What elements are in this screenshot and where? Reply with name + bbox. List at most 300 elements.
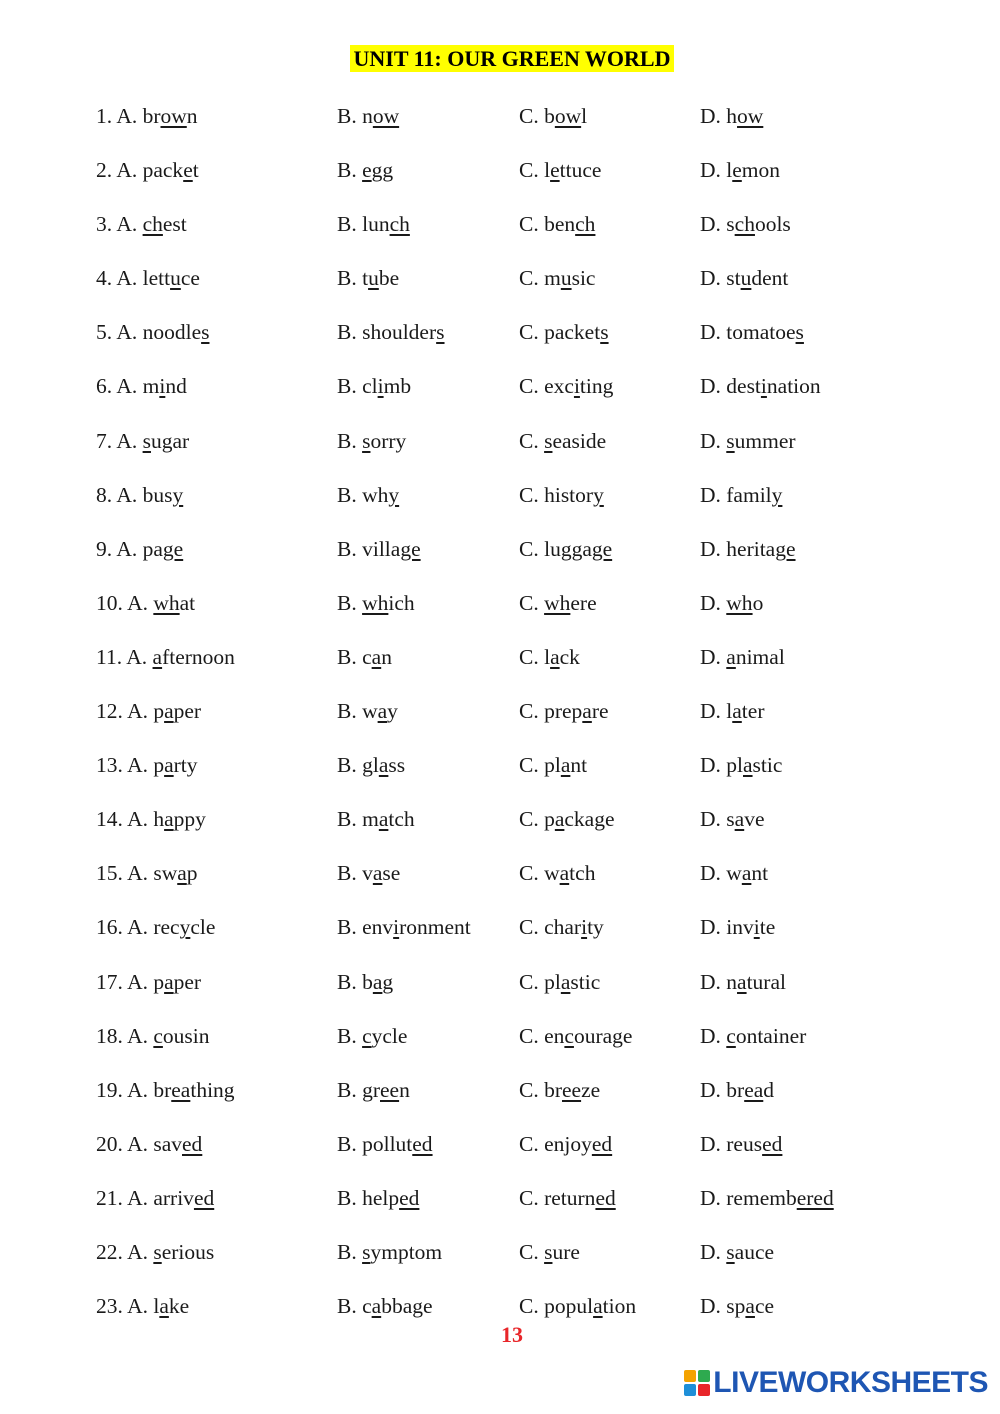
option-text: D. rememb	[700, 1185, 797, 1210]
underlined-sound: u	[170, 266, 181, 291]
option-d	[700, 699, 764, 724]
option-text: o	[752, 590, 764, 615]
option-text: per	[173, 969, 202, 994]
option-text: D. l	[700, 158, 733, 183]
question-row	[0, 1018, 1000, 1072]
underlined-sound: a	[737, 969, 747, 994]
option-c	[519, 807, 615, 832]
option-c	[519, 158, 601, 183]
underlined-sound: ed	[182, 1131, 203, 1156]
option-d	[700, 429, 796, 454]
option-c	[519, 1186, 616, 1211]
underlined-sound: ed	[193, 1185, 215, 1210]
underlined-sound: a	[177, 861, 187, 886]
underlined-sound: e	[550, 158, 560, 183]
option-text: 7. A.	[96, 428, 143, 453]
underlined-sound: ow	[737, 104, 764, 128]
option-text: 6. A. m	[96, 374, 160, 399]
option-text: D. h	[700, 104, 738, 128]
underlined-sound: a	[371, 644, 382, 669]
option-text: B. c	[337, 644, 372, 669]
option-text: 21. A. arriv	[96, 1185, 194, 1210]
option-c	[519, 104, 587, 129]
option-text: D. br	[700, 1077, 745, 1102]
option-text: per	[173, 699, 202, 724]
option-text: D.	[700, 590, 727, 615]
option-text: D. dest	[700, 374, 761, 399]
underlined-sound: e	[183, 158, 193, 183]
option-c	[519, 429, 606, 454]
option-text: ymptom	[370, 1239, 443, 1264]
underlined-sound: ed	[762, 1131, 783, 1156]
option-c	[519, 591, 597, 616]
option-d	[700, 1294, 774, 1319]
underlined-sound: s	[600, 320, 609, 345]
option-text: orry	[370, 428, 407, 453]
option-b	[337, 1078, 410, 1103]
question-row	[0, 1180, 1000, 1234]
option-a	[96, 807, 206, 832]
page-number: 13	[501, 1322, 523, 1347]
underlined-sound: ch	[142, 212, 163, 237]
option-text: 5. A. noodle	[96, 320, 202, 345]
underlined-sound: ed	[595, 1185, 616, 1210]
option-d	[700, 483, 782, 508]
option-text: nimal	[735, 644, 785, 669]
underlined-sound: a	[164, 699, 174, 724]
option-text: 16. A. rec	[96, 915, 180, 940]
option-text: be	[378, 266, 400, 291]
option-text: C. packet	[519, 320, 601, 345]
option-text: D. sp	[700, 1294, 746, 1319]
option-text: D.	[700, 1239, 727, 1264]
option-c	[519, 212, 595, 237]
option-text: D. w	[700, 861, 742, 886]
option-c	[519, 753, 587, 778]
option-text: B.	[337, 1023, 363, 1048]
option-text: tch	[569, 861, 596, 886]
option-text: D. s	[700, 212, 735, 237]
option-text: 20. A. sav	[96, 1131, 182, 1156]
option-d	[700, 591, 763, 616]
option-text: D. famil	[700, 482, 772, 507]
option-b	[337, 429, 406, 454]
title-text: UNIT 11: OUR GREEN WORLD	[350, 45, 673, 72]
option-text: ve	[744, 807, 765, 832]
option-text: n	[381, 644, 392, 669]
option-a	[96, 104, 198, 129]
question-row	[0, 639, 1000, 693]
worksheet-title	[0, 46, 1000, 72]
option-a	[96, 1240, 214, 1265]
option-text: B.	[337, 590, 363, 615]
option-c	[519, 483, 604, 508]
underlined-sound: ch	[734, 212, 755, 237]
option-text: C. exc	[519, 374, 574, 399]
option-text: thing	[190, 1077, 235, 1102]
option-text: C. b	[519, 104, 555, 128]
option-b	[337, 1240, 442, 1265]
underlined-sound: y	[179, 915, 191, 940]
underlined-sound: u	[560, 266, 572, 291]
question-row	[0, 964, 1000, 1018]
option-text: C. en	[519, 1023, 565, 1048]
option-c	[519, 374, 613, 399]
option-text: ycle	[371, 1023, 408, 1048]
option-text: D.	[700, 428, 727, 453]
option-d	[700, 1132, 782, 1157]
option-text: rty	[173, 753, 198, 778]
underlined-sound: a	[582, 699, 592, 724]
option-text: ke	[168, 1294, 190, 1319]
question-row	[0, 98, 1000, 152]
option-text: B. gl	[337, 753, 379, 778]
option-text: ppy	[173, 807, 206, 832]
option-text: B. env	[337, 915, 394, 940]
option-b	[337, 753, 405, 778]
option-text: C. return	[519, 1185, 596, 1210]
underlined-sound: e	[362, 158, 372, 183]
option-b	[337, 1186, 419, 1211]
option-text: B.	[337, 1239, 363, 1264]
option-b	[337, 1294, 433, 1319]
underlined-sound: a	[560, 753, 571, 778]
underlined-sound: c	[362, 1023, 372, 1048]
option-a	[96, 483, 183, 508]
underlined-sound: i	[573, 374, 580, 399]
option-text: 11. A.	[96, 644, 153, 669]
option-a	[96, 1132, 202, 1157]
underlined-sound: a	[378, 753, 389, 778]
option-text: C. histor	[519, 482, 594, 507]
option-d	[700, 212, 791, 237]
option-text: C. enjoy	[519, 1131, 592, 1156]
underlined-sound: u	[368, 266, 379, 291]
option-a	[96, 1024, 209, 1049]
underlined-sound: ch	[389, 212, 410, 237]
option-c	[519, 1078, 600, 1103]
option-text: mb	[383, 374, 412, 399]
underlined-sound: i	[581, 915, 588, 940]
underlined-sound: c	[564, 1023, 574, 1048]
underlined-sound: a	[745, 1294, 755, 1319]
option-text: B. pollut	[337, 1131, 413, 1156]
question-row	[0, 152, 1000, 206]
option-c	[519, 1240, 580, 1265]
option-text: B. w	[337, 699, 378, 724]
underlined-sound: a	[593, 1294, 603, 1319]
option-text: ummer	[734, 428, 796, 453]
option-d	[700, 970, 786, 995]
option-d	[700, 266, 788, 291]
option-d	[700, 158, 780, 183]
question-row	[0, 423, 1000, 477]
underlined-sound: ge	[775, 536, 796, 561]
option-text: est	[162, 212, 187, 237]
option-text: C. pl	[519, 753, 561, 778]
underlined-sound: y	[388, 482, 400, 507]
option-text: B. shoulder	[337, 320, 437, 345]
option-text: D. pl	[700, 753, 743, 778]
option-text: B. n	[337, 104, 373, 128]
option-text: ourage	[573, 1023, 633, 1048]
option-a	[96, 320, 209, 345]
option-text: 8. A. bus	[96, 482, 173, 507]
liveworksheets-icon	[684, 1370, 710, 1396]
option-text: B. villa	[337, 536, 401, 561]
underlined-sound: s	[201, 320, 210, 345]
underlined-sound: a	[159, 1294, 169, 1319]
option-text: 12. A. p	[96, 699, 165, 724]
option-text: 17. A. p	[96, 969, 165, 994]
option-text: C. prep	[519, 699, 583, 724]
option-b	[337, 483, 399, 508]
option-text: C. l	[519, 158, 551, 183]
option-text: y	[387, 699, 398, 724]
option-text: B. cl	[337, 374, 378, 399]
option-text: C. char	[519, 915, 582, 940]
option-text: 1. A. br	[96, 104, 161, 128]
option-text: erious	[161, 1239, 215, 1264]
underlined-sound: ea	[171, 1077, 191, 1102]
option-text: B. v	[337, 861, 373, 886]
option-text: B. wh	[337, 482, 389, 507]
option-text: D. inv	[700, 915, 754, 940]
question-row	[0, 1072, 1000, 1126]
option-text: B. m	[337, 807, 379, 832]
option-a	[96, 1186, 214, 1211]
option-text: ugar	[150, 428, 190, 453]
option-b	[337, 915, 471, 940]
option-text: D. s	[700, 807, 735, 832]
option-text: fternoon	[162, 644, 235, 669]
question-row	[0, 314, 1000, 368]
option-d	[700, 861, 768, 886]
option-text: ce	[754, 1294, 775, 1319]
underlined-sound: ow	[554, 104, 582, 128]
option-d	[700, 753, 782, 778]
option-text: gg	[371, 158, 394, 183]
question-row	[0, 909, 1000, 963]
option-text: C.	[519, 590, 545, 615]
question-row	[0, 260, 1000, 314]
option-b	[337, 212, 410, 237]
option-text: p	[186, 861, 198, 886]
option-text: ckage	[564, 807, 615, 832]
option-text: D. l	[700, 699, 733, 724]
underlined-sound: a	[741, 861, 752, 886]
option-a	[96, 212, 187, 237]
option-d	[700, 104, 763, 129]
option-text: tch	[388, 807, 415, 832]
option-a	[96, 1294, 189, 1319]
option-text: ools	[754, 212, 791, 237]
underlined-sound: y	[593, 482, 604, 507]
option-c	[519, 537, 612, 562]
underlined-sound: i	[760, 374, 767, 399]
option-c	[519, 1294, 636, 1319]
question-row	[0, 855, 1000, 909]
option-a	[96, 753, 198, 778]
option-text: stic	[752, 753, 783, 778]
option-text: ttuce	[559, 158, 602, 183]
option-d	[700, 320, 804, 345]
underlined-sound: ea	[744, 1077, 764, 1102]
underlined-sound: i	[377, 374, 384, 399]
underlined-sound: c	[153, 1023, 163, 1048]
option-text: bbage	[381, 1294, 433, 1319]
underlined-sound: ge	[162, 536, 184, 561]
question-row	[0, 1234, 1000, 1288]
underlined-sound: i	[393, 915, 400, 940]
option-text: 3. A.	[96, 212, 143, 237]
question-row	[0, 693, 1000, 747]
underlined-sound: a	[164, 807, 174, 832]
option-a	[96, 158, 199, 183]
option-text: 13. A. p	[96, 753, 165, 778]
option-text: mon	[741, 158, 781, 183]
option-text: 2. A. pack	[96, 158, 184, 183]
option-a	[96, 915, 215, 940]
option-c	[519, 1024, 632, 1049]
option-d	[700, 1078, 774, 1103]
option-b	[337, 699, 398, 724]
question-row	[0, 747, 1000, 801]
option-text: C. l	[519, 644, 551, 669]
underlined-sound: a	[371, 1294, 382, 1319]
option-text: nation	[766, 374, 821, 399]
option-text: D.	[700, 1023, 727, 1048]
underlined-sound: y	[172, 482, 184, 507]
option-d	[700, 1024, 806, 1049]
option-text: tion	[602, 1294, 637, 1319]
option-text: at	[179, 590, 196, 615]
underlined-sound: ee	[380, 1077, 400, 1102]
underlined-sound: a	[372, 861, 383, 886]
option-text: B. t	[337, 266, 369, 291]
option-text: 9. A. pa	[96, 536, 163, 561]
underlined-sound: c	[726, 1023, 736, 1048]
option-text: ere	[570, 590, 597, 615]
option-c	[519, 1132, 612, 1157]
option-text: ck	[559, 644, 580, 669]
option-text: 23. A. l	[96, 1294, 160, 1319]
option-text: C. popul	[519, 1294, 594, 1319]
option-text: l	[581, 104, 588, 128]
option-text: ure	[552, 1239, 580, 1264]
underlined-sound: ow	[372, 104, 400, 128]
option-text: 14. A. h	[96, 807, 165, 832]
option-c	[519, 861, 595, 886]
option-text: 22. A.	[96, 1239, 154, 1264]
underlined-sound: ch	[575, 212, 596, 237]
option-text: B.	[337, 158, 363, 183]
option-text: ty	[587, 915, 604, 940]
option-b	[337, 970, 393, 995]
option-b	[337, 591, 415, 616]
option-text: B. lun	[337, 212, 390, 237]
option-text: C. m	[519, 266, 561, 291]
option-text: ss	[388, 753, 406, 778]
option-text: tural	[746, 969, 786, 994]
option-a	[96, 429, 189, 454]
underlined-sound: a	[372, 969, 383, 994]
option-text: nt	[751, 861, 769, 886]
option-b	[337, 104, 399, 129]
underlined-sound: ow	[160, 104, 187, 128]
option-text: 10. A.	[96, 590, 154, 615]
option-text: D. st	[700, 266, 741, 291]
underlined-sound: wh	[153, 590, 180, 615]
option-text: ousin	[162, 1023, 210, 1048]
underlined-sound: ee	[562, 1077, 582, 1102]
option-c	[519, 699, 609, 724]
option-text: stic	[570, 969, 601, 994]
underlined-sound: ge	[400, 536, 421, 561]
option-text: ze	[581, 1077, 601, 1102]
option-text: n	[186, 104, 198, 128]
option-text: D. herita	[700, 536, 776, 561]
question-row	[0, 368, 1000, 422]
question-row	[0, 1126, 1000, 1180]
option-text: n	[399, 1077, 410, 1102]
underlined-sound: s	[436, 320, 445, 345]
underlined-sound: y	[771, 482, 783, 507]
option-a	[96, 266, 200, 291]
option-text: t	[192, 158, 199, 183]
option-d	[700, 915, 775, 940]
underlined-sound: s	[362, 428, 371, 453]
option-b	[337, 266, 399, 291]
option-text: se	[382, 861, 401, 886]
option-c	[519, 266, 595, 291]
option-a	[96, 537, 183, 562]
underlined-sound: a	[726, 644, 736, 669]
option-a	[96, 699, 201, 724]
question-row	[0, 477, 1000, 531]
option-text: 4. A. lett	[96, 266, 171, 291]
underlined-sound: ed	[412, 1131, 433, 1156]
option-text: B. c	[337, 1294, 372, 1319]
underlined-sound: a	[550, 644, 560, 669]
underlined-sound: s	[544, 428, 553, 453]
option-b	[337, 374, 411, 399]
option-text: C.	[519, 1239, 545, 1264]
option-b	[337, 158, 393, 183]
option-d	[700, 1240, 774, 1265]
option-b	[337, 1024, 407, 1049]
underlined-sound: s	[153, 1239, 162, 1264]
underlined-sound: s	[726, 428, 735, 453]
underlined-sound: a	[743, 753, 753, 778]
option-d	[700, 374, 821, 399]
option-d	[700, 537, 796, 562]
underlined-sound: s	[726, 1239, 735, 1264]
option-a	[96, 591, 195, 616]
underlined-sound: ge	[591, 536, 613, 561]
option-b	[337, 537, 421, 562]
option-text: ter	[741, 699, 765, 724]
option-text: C. p	[519, 807, 555, 832]
option-text: easide	[552, 428, 607, 453]
underlined-sound: s	[362, 1239, 371, 1264]
option-text: cle	[190, 915, 216, 940]
underlined-sound: s	[544, 1239, 553, 1264]
option-a	[96, 374, 187, 399]
option-text: 15. A. sw	[96, 861, 178, 886]
option-a	[96, 1078, 235, 1103]
underlined-sound: a	[559, 861, 570, 886]
